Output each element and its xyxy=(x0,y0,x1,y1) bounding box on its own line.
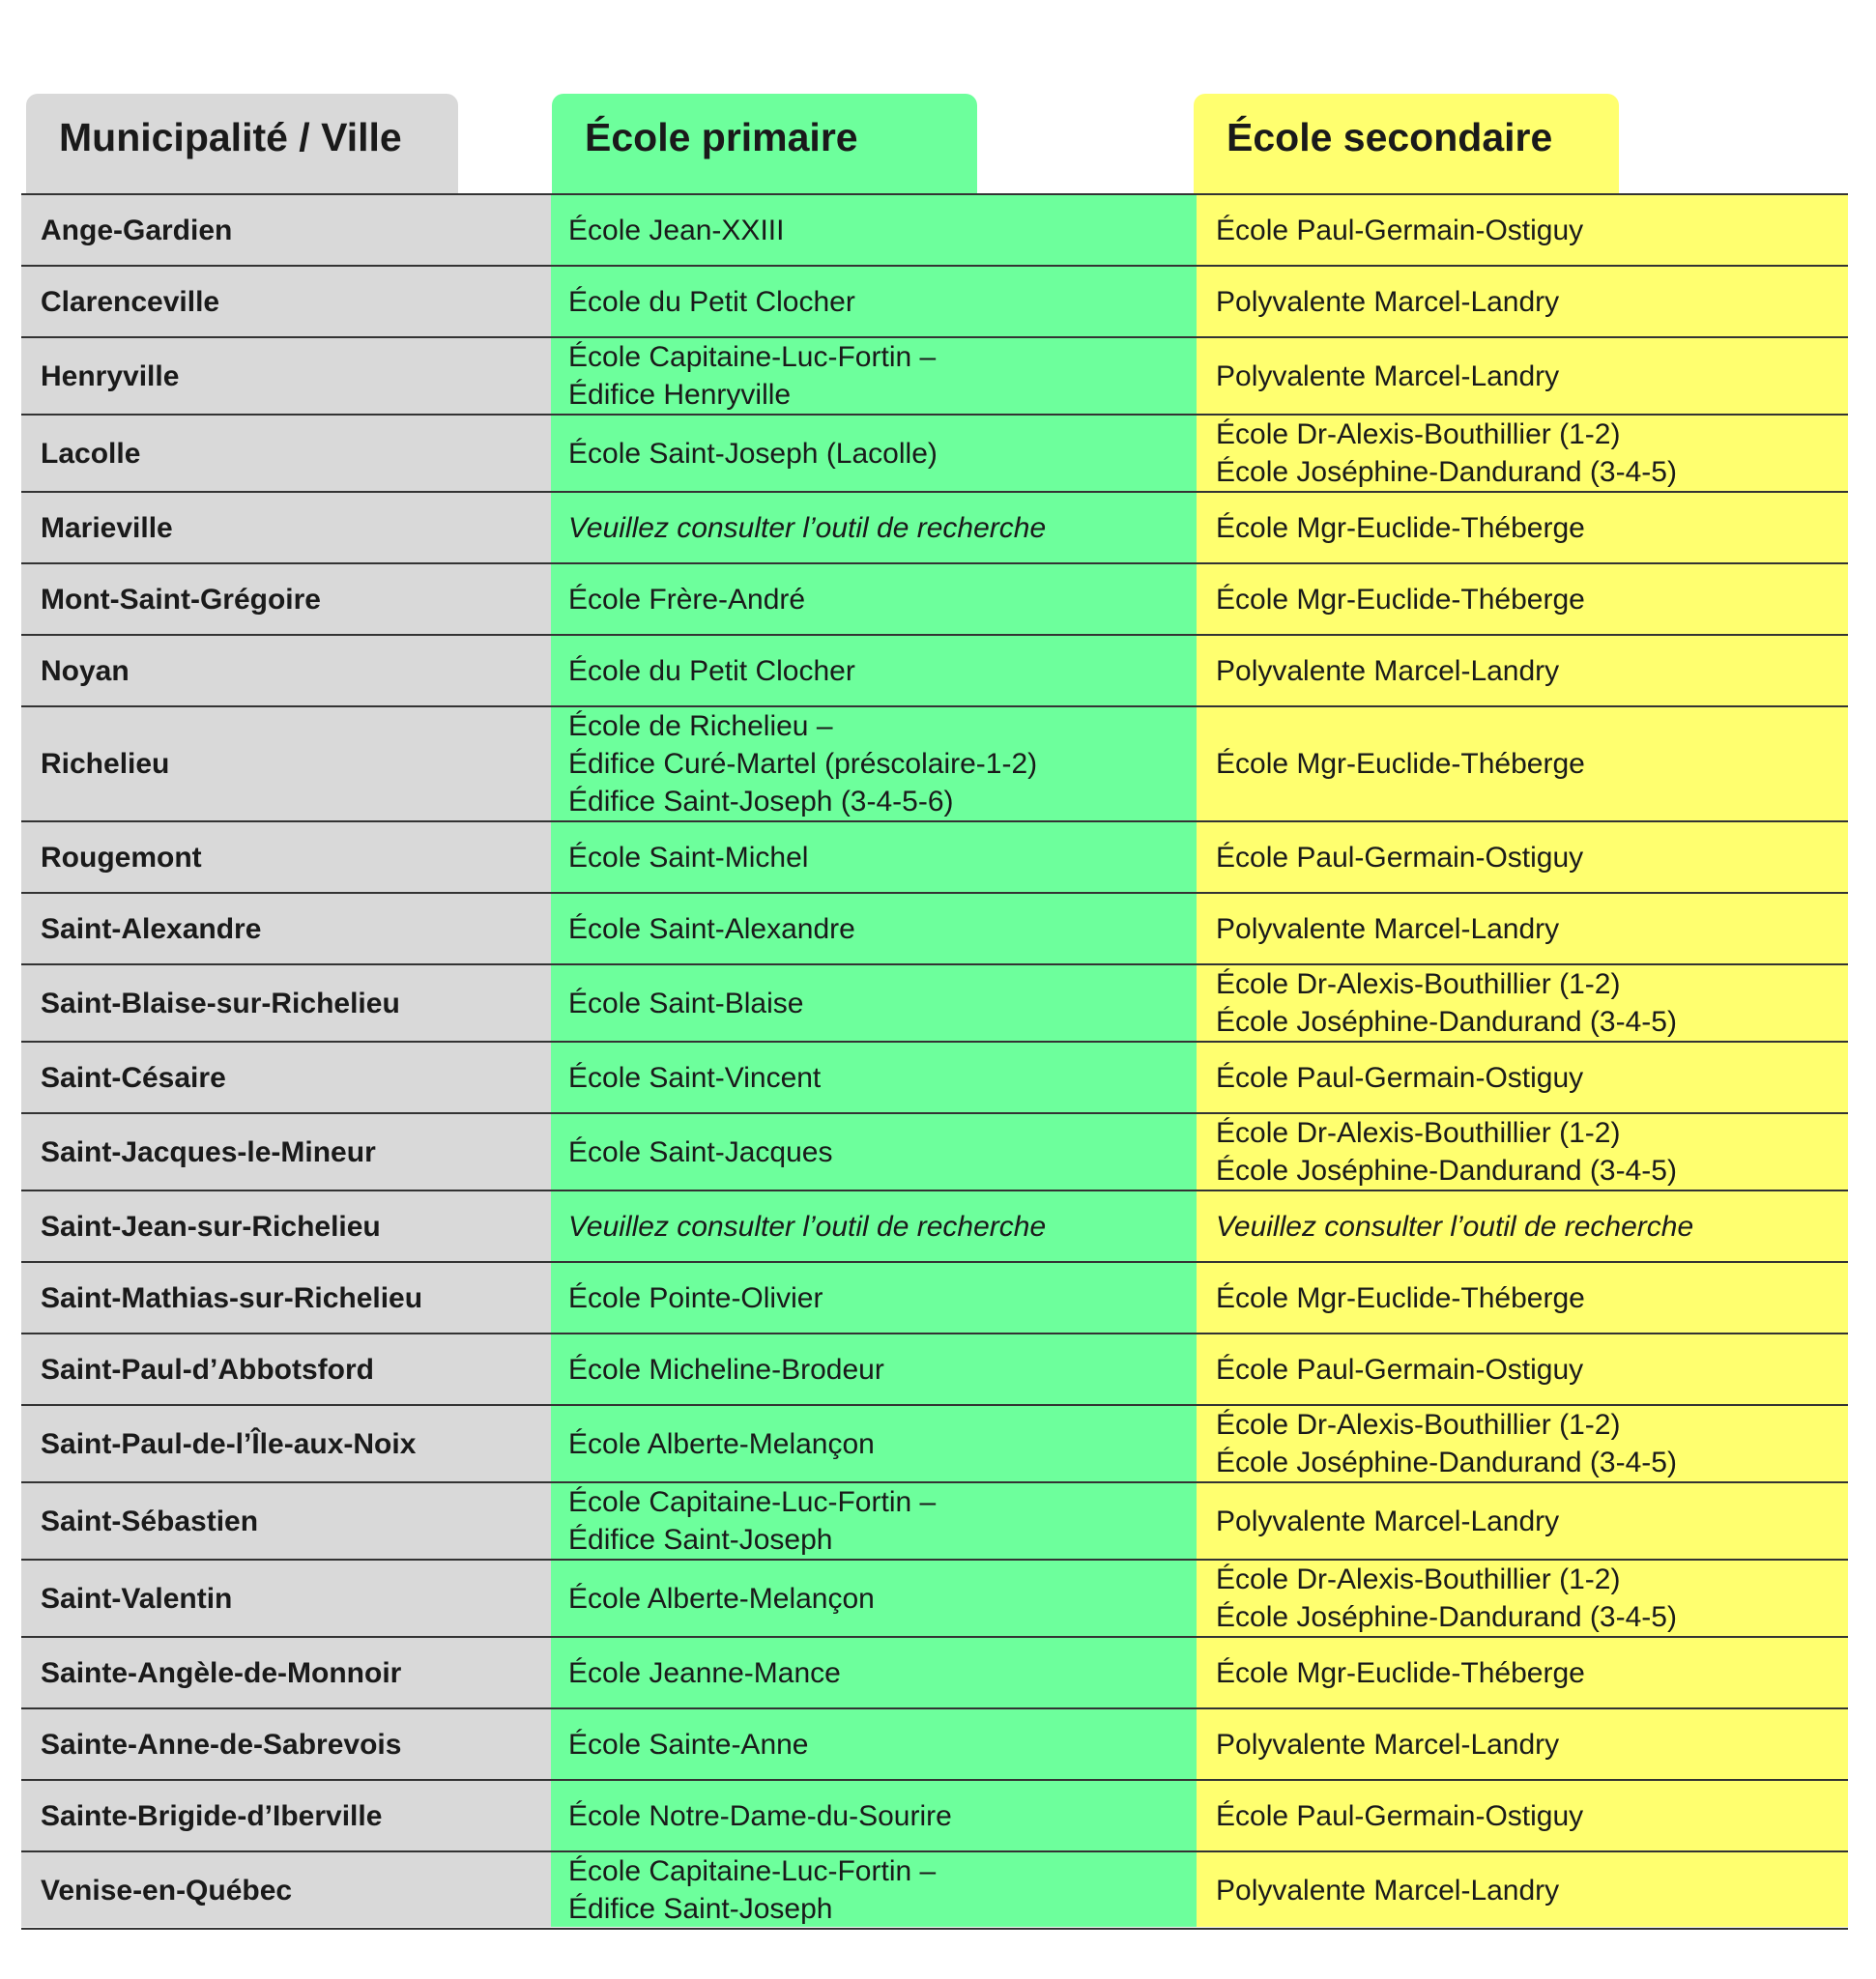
primary-school-cell-text: École Micheline-Brodeur xyxy=(568,1353,884,1386)
school-table xyxy=(21,195,1848,1930)
secondary-school-cell xyxy=(1197,493,1848,562)
municipality-cell xyxy=(21,1781,551,1850)
table-row xyxy=(21,822,1848,894)
primary-school-cell xyxy=(551,493,1197,562)
secondary-school-cell-text: Polyvalente Marcel-Landry xyxy=(1216,1874,1560,1907)
table-row xyxy=(21,1781,1848,1852)
secondary-school-cell-text: Polyvalente Marcel-Landry xyxy=(1216,1505,1560,1537)
primary-school-cell-text: École Pointe-Olivier xyxy=(568,1281,823,1314)
secondary-school-cell xyxy=(1197,1781,1848,1850)
primary-school-cell xyxy=(551,416,1197,491)
secondary-school-cell xyxy=(1197,338,1848,414)
secondary-school-cell-text: École Paul-Germain-Ostiguy xyxy=(1216,841,1584,874)
table-row xyxy=(21,267,1848,338)
table-row xyxy=(21,1561,1848,1638)
municipality-cell xyxy=(21,1043,551,1112)
table-row xyxy=(21,894,1848,965)
secondary-school-cell-text: École Dr-Alexis-Bouthillier (1-2) École Joséphine-Dandurand (3-4-5) xyxy=(1216,1563,1677,1633)
table-row xyxy=(21,338,1848,416)
secondary-school-cell xyxy=(1197,1114,1848,1190)
primary-school-cell xyxy=(551,1191,1197,1261)
municipality-cell-text: Clarenceville xyxy=(41,285,220,318)
primary-school-cell-text: École Capitaine-Luc-Fortin – Édifice Henryville xyxy=(568,341,937,411)
primary-school-cell-text: Veuillez consulter l’outil de recherche xyxy=(568,511,1047,544)
municipality-cell-text: Saint-Paul-de-l’Île-aux-Noix xyxy=(41,1427,417,1460)
municipality-cell xyxy=(21,1709,551,1779)
municipality-cell-text: Saint-Blaise-sur-Richelieu xyxy=(41,987,400,1019)
secondary-school-cell xyxy=(1197,1334,1848,1404)
primary-school-cell-text: École Saint-Michel xyxy=(568,841,809,874)
primary-school-cell xyxy=(551,1263,1197,1333)
secondary-school-cell xyxy=(1197,707,1848,820)
table-row xyxy=(21,1483,1848,1561)
secondary-school-cell xyxy=(1197,965,1848,1041)
primary-school-cell-text: École Sainte-Anne xyxy=(568,1728,809,1761)
municipality-cell xyxy=(21,1334,551,1404)
primary-school-cell-text: École du Petit Clocher xyxy=(568,285,855,318)
primary-school-cell-text: École Saint-Blaise xyxy=(568,987,804,1019)
secondary-school-cell-text: École Mgr-Euclide-Théberge xyxy=(1216,583,1585,616)
secondary-school-cell xyxy=(1197,1263,1848,1333)
municipality-cell xyxy=(21,267,551,336)
secondary-school-cell xyxy=(1197,195,1848,265)
municipality-cell xyxy=(21,636,551,705)
secondary-school-cell-text: École Paul-Germain-Ostiguy xyxy=(1216,1061,1584,1094)
municipality-cell-text: Saint-Valentin xyxy=(41,1582,233,1615)
secondary-school-cell-text: École Dr-Alexis-Bouthillier (1-2) École Joséphine-Dandurand (3-4-5) xyxy=(1216,1117,1677,1187)
municipality-cell xyxy=(21,965,551,1041)
table-row xyxy=(21,707,1848,822)
municipality-cell-text: Saint-Jacques-le-Mineur xyxy=(41,1135,376,1168)
table-row xyxy=(21,1638,1848,1709)
secondary-school-cell-text: Polyvalente Marcel-Landry xyxy=(1216,1728,1560,1761)
secondary-school-cell xyxy=(1197,564,1848,634)
primary-school-cell xyxy=(551,564,1197,634)
municipality-cell xyxy=(21,1263,551,1333)
primary-school-cell-text: École Saint-Vincent xyxy=(568,1061,822,1094)
secondary-school-cell xyxy=(1197,1709,1848,1779)
municipality-cell xyxy=(21,1561,551,1636)
secondary-school-cell-text: École Dr-Alexis-Bouthillier (1-2) École Joséphine-Dandurand (3-4-5) xyxy=(1216,418,1677,488)
municipality-cell xyxy=(21,195,551,265)
primary-school-cell xyxy=(551,1852,1197,1928)
primary-school-cell xyxy=(551,1406,1197,1481)
municipality-cell-text: Saint-Sébastien xyxy=(41,1505,259,1537)
secondary-school-cell-text: École Mgr-Euclide-Théberge xyxy=(1216,748,1585,780)
primary-school-cell-text: École Jeanne-Mance xyxy=(568,1656,841,1689)
header-municipality: Municipalité / Ville xyxy=(26,94,458,193)
primary-school-cell xyxy=(551,1483,1197,1559)
primary-school-cell-text: École de Richelieu – Édifice Curé-Martel (préscolaire-1-2) Édifice Saint-Joseph (3-4-5-6) xyxy=(568,710,1038,817)
primary-school-cell xyxy=(551,1043,1197,1112)
table-row xyxy=(21,636,1848,707)
municipality-cell xyxy=(21,1638,551,1707)
secondary-school-cell xyxy=(1197,1852,1848,1928)
table-row xyxy=(21,1406,1848,1483)
secondary-school-cell-text: Polyvalente Marcel-Landry xyxy=(1216,285,1560,318)
municipality-cell-text: Saint-Mathias-sur-Richelieu xyxy=(41,1281,423,1314)
secondary-school-cell-text: Veuillez consulter l’outil de recherche xyxy=(1216,1210,1694,1243)
primary-school-cell xyxy=(551,1781,1197,1850)
primary-school-cell xyxy=(551,965,1197,1041)
secondary-school-cell xyxy=(1197,636,1848,705)
municipality-cell-text: Henryville xyxy=(41,359,180,392)
primary-school-cell xyxy=(551,1638,1197,1707)
secondary-school-cell-text: École Mgr-Euclide-Théberge xyxy=(1216,1656,1585,1689)
municipality-cell-text: Ange-Gardien xyxy=(41,214,233,246)
secondary-school-cell xyxy=(1197,1406,1848,1481)
municipality-cell-text: Saint-Paul-d’Abbotsford xyxy=(41,1353,374,1386)
table-row xyxy=(21,416,1848,493)
municipality-cell xyxy=(21,416,551,491)
secondary-school-cell-text: École Paul-Germain-Ostiguy xyxy=(1216,214,1584,246)
table-row xyxy=(21,965,1848,1043)
municipality-cell-text: Sainte-Anne-de-Sabrevois xyxy=(41,1728,402,1761)
secondary-school-cell xyxy=(1197,894,1848,963)
secondary-school-cell-text: Polyvalente Marcel-Landry xyxy=(1216,654,1560,687)
municipality-cell xyxy=(21,493,551,562)
secondary-school-cell xyxy=(1197,1638,1848,1707)
municipality-cell-text: Saint-Alexandre xyxy=(41,912,262,945)
municipality-cell xyxy=(21,564,551,634)
table-row xyxy=(21,1334,1848,1406)
municipality-cell xyxy=(21,894,551,963)
secondary-school-cell xyxy=(1197,822,1848,892)
secondary-school-cell-text: École Dr-Alexis-Bouthillier (1-2) École Joséphine-Dandurand (3-4-5) xyxy=(1216,968,1677,1038)
primary-school-cell xyxy=(551,894,1197,963)
municipality-cell-text: Sainte-Brigide-d’Iberville xyxy=(41,1799,383,1832)
table-row xyxy=(21,195,1848,267)
primary-school-cell xyxy=(551,1114,1197,1190)
primary-school-cell-text: École Jean-XXIII xyxy=(568,214,785,246)
primary-school-cell-text: Veuillez consulter l’outil de recherche xyxy=(568,1210,1047,1243)
municipality-cell xyxy=(21,707,551,820)
secondary-school-cell-text: École Mgr-Euclide-Théberge xyxy=(1216,511,1585,544)
primary-school-cell-text: École Notre-Dame-du-Sourire xyxy=(568,1799,952,1832)
primary-school-cell-text: École Saint-Jacques xyxy=(568,1135,833,1168)
secondary-school-cell xyxy=(1197,1561,1848,1636)
municipality-cell-text: Lacolle xyxy=(41,437,141,470)
primary-school-cell-text: École Frère-André xyxy=(568,583,806,616)
primary-school-cell-text: École Saint-Alexandre xyxy=(568,912,855,945)
table-row xyxy=(21,1852,1848,1930)
primary-school-cell-text: École Alberte-Melançon xyxy=(568,1427,875,1460)
municipality-cell xyxy=(21,1114,551,1190)
primary-school-cell xyxy=(551,267,1197,336)
primary-school-cell-text: École Alberte-Melançon xyxy=(568,1582,875,1615)
primary-school-cell xyxy=(551,1709,1197,1779)
secondary-school-cell xyxy=(1197,416,1848,491)
table-row xyxy=(21,1709,1848,1781)
municipality-cell xyxy=(21,1191,551,1261)
municipality-cell-text: Mont-Saint-Grégoire xyxy=(41,583,321,616)
header-primary-school: École primaire xyxy=(552,94,977,193)
secondary-school-cell xyxy=(1197,267,1848,336)
municipality-cell xyxy=(21,1483,551,1559)
municipality-cell-text: Noyan xyxy=(41,654,130,687)
table-row xyxy=(21,493,1848,564)
secondary-school-cell-text: École Dr-Alexis-Bouthillier (1-2) École Joséphine-Dandurand (3-4-5) xyxy=(1216,1409,1677,1478)
secondary-school-cell-text: École Mgr-Euclide-Théberge xyxy=(1216,1281,1585,1314)
secondary-school-cell xyxy=(1197,1043,1848,1112)
secondary-school-cell-text: École Paul-Germain-Ostiguy xyxy=(1216,1353,1584,1386)
primary-school-cell-text: École Capitaine-Luc-Fortin – Édifice Saint-Joseph xyxy=(568,1855,937,1925)
primary-school-cell xyxy=(551,195,1197,265)
primary-school-cell xyxy=(551,822,1197,892)
primary-school-cell xyxy=(551,1561,1197,1636)
municipality-cell-text: Marieville xyxy=(41,511,173,544)
primary-school-cell xyxy=(551,707,1197,820)
secondary-school-cell xyxy=(1197,1483,1848,1559)
primary-school-cell-text: École du Petit Clocher xyxy=(568,654,855,687)
municipality-cell xyxy=(21,1406,551,1481)
municipality-cell xyxy=(21,1852,551,1928)
table-row xyxy=(21,1114,1848,1191)
municipality-cell xyxy=(21,338,551,414)
primary-school-cell xyxy=(551,636,1197,705)
table-row xyxy=(21,1043,1848,1114)
secondary-school-cell-text: École Paul-Germain-Ostiguy xyxy=(1216,1799,1584,1832)
secondary-school-cell xyxy=(1197,1191,1848,1261)
municipality-cell-text: Sainte-Angèle-de-Monnoir xyxy=(41,1656,402,1689)
municipality-cell-text: Saint-Césaire xyxy=(41,1061,226,1094)
municipality-cell xyxy=(21,822,551,892)
secondary-school-cell-text: Polyvalente Marcel-Landry xyxy=(1216,359,1560,392)
primary-school-cell xyxy=(551,1334,1197,1404)
municipality-cell-text: Saint-Jean-sur-Richelieu xyxy=(41,1210,381,1243)
municipality-cell-text: Venise-en-Québec xyxy=(41,1874,293,1907)
table-row xyxy=(21,1263,1848,1334)
table-row xyxy=(21,564,1848,636)
primary-school-cell xyxy=(551,338,1197,414)
municipality-cell-text: Richelieu xyxy=(41,748,170,780)
primary-school-cell-text: École Capitaine-Luc-Fortin – Édifice Saint-Joseph xyxy=(568,1486,937,1556)
secondary-school-cell-text: Polyvalente Marcel-Landry xyxy=(1216,912,1560,945)
table-row xyxy=(21,1191,1848,1263)
header-secondary-school: École secondaire xyxy=(1194,94,1619,193)
municipality-cell-text: Rougemont xyxy=(41,841,202,874)
primary-school-cell-text: École Saint-Joseph (Lacolle) xyxy=(568,437,938,470)
